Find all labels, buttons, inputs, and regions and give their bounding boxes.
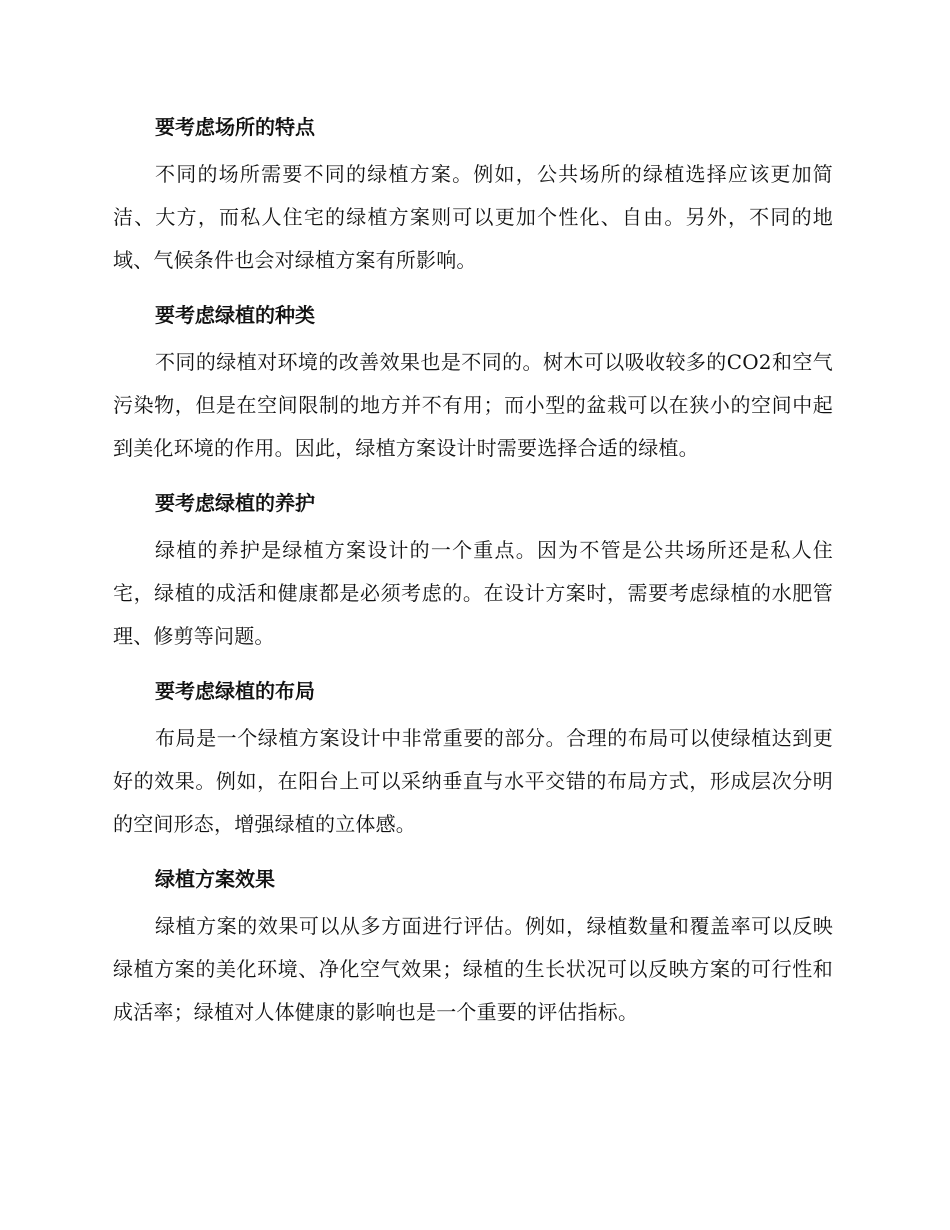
section-heading: 要考虑场所的特点	[155, 115, 315, 139]
section-plant-types	[113, 294, 833, 470]
section-heading: 要考虑绿植的布局	[155, 679, 315, 703]
section-paragraph: 布局是一个绿植方案设计中非常重要的部分。合理的布局可以使绿植达到更好的效果。例如，在阳台上可以采纳垂直与水平交错的布局方式，形成层次分明的空间形态，增强绿植的立体感。	[113, 726, 833, 836]
section-paragraph: 绿植的养护是绿植方案设计的一个重点。因为不管是公共场所还是私人住宅，绿植的成活和健康都是必须考虑的。在设计方案时，需要考虑绿植的水肥管理、修剪等问题。	[113, 538, 833, 648]
section-paragraph: 绿植方案的效果可以从多方面进行评估。例如，绿植数量和覆盖率可以反映绿植方案的美化环境、净化空气效果；绿植的生长状况可以反映方案的可行性和成活率；绿植对人体健康的影响也是一个重要的评估指标。	[113, 914, 833, 1024]
section-heading: 要考虑绿植的种类	[155, 303, 315, 327]
section-plant-layout	[113, 670, 833, 846]
section-heading: 要考虑绿植的养护	[155, 491, 315, 515]
section-paragraph: 不同的场所需要不同的绿植方案。例如，公共场所的绿植选择应该更加简洁、大方，而私人住宅的绿植方案则可以更加个性化、自由。另外，不同的地域、气候条件也会对绿植方案有所影响。	[113, 162, 833, 272]
section-plant-maintenance	[113, 482, 833, 658]
document-page	[113, 106, 833, 1046]
section-paragraph: 不同的绿植对环境的改善效果也是不同的。树木可以吸收较多的CO2和空气污染物，但是在空间限制的地方并不有用；而小型的盆栽可以在狭小的空间中起到美化环境的作用。因此，绿植方案设计时需要选择合适的绿植。	[113, 350, 833, 460]
section-heading: 绿植方案效果	[155, 867, 275, 891]
section-plan-effect	[113, 858, 833, 1034]
section-venue-characteristics	[113, 106, 833, 282]
